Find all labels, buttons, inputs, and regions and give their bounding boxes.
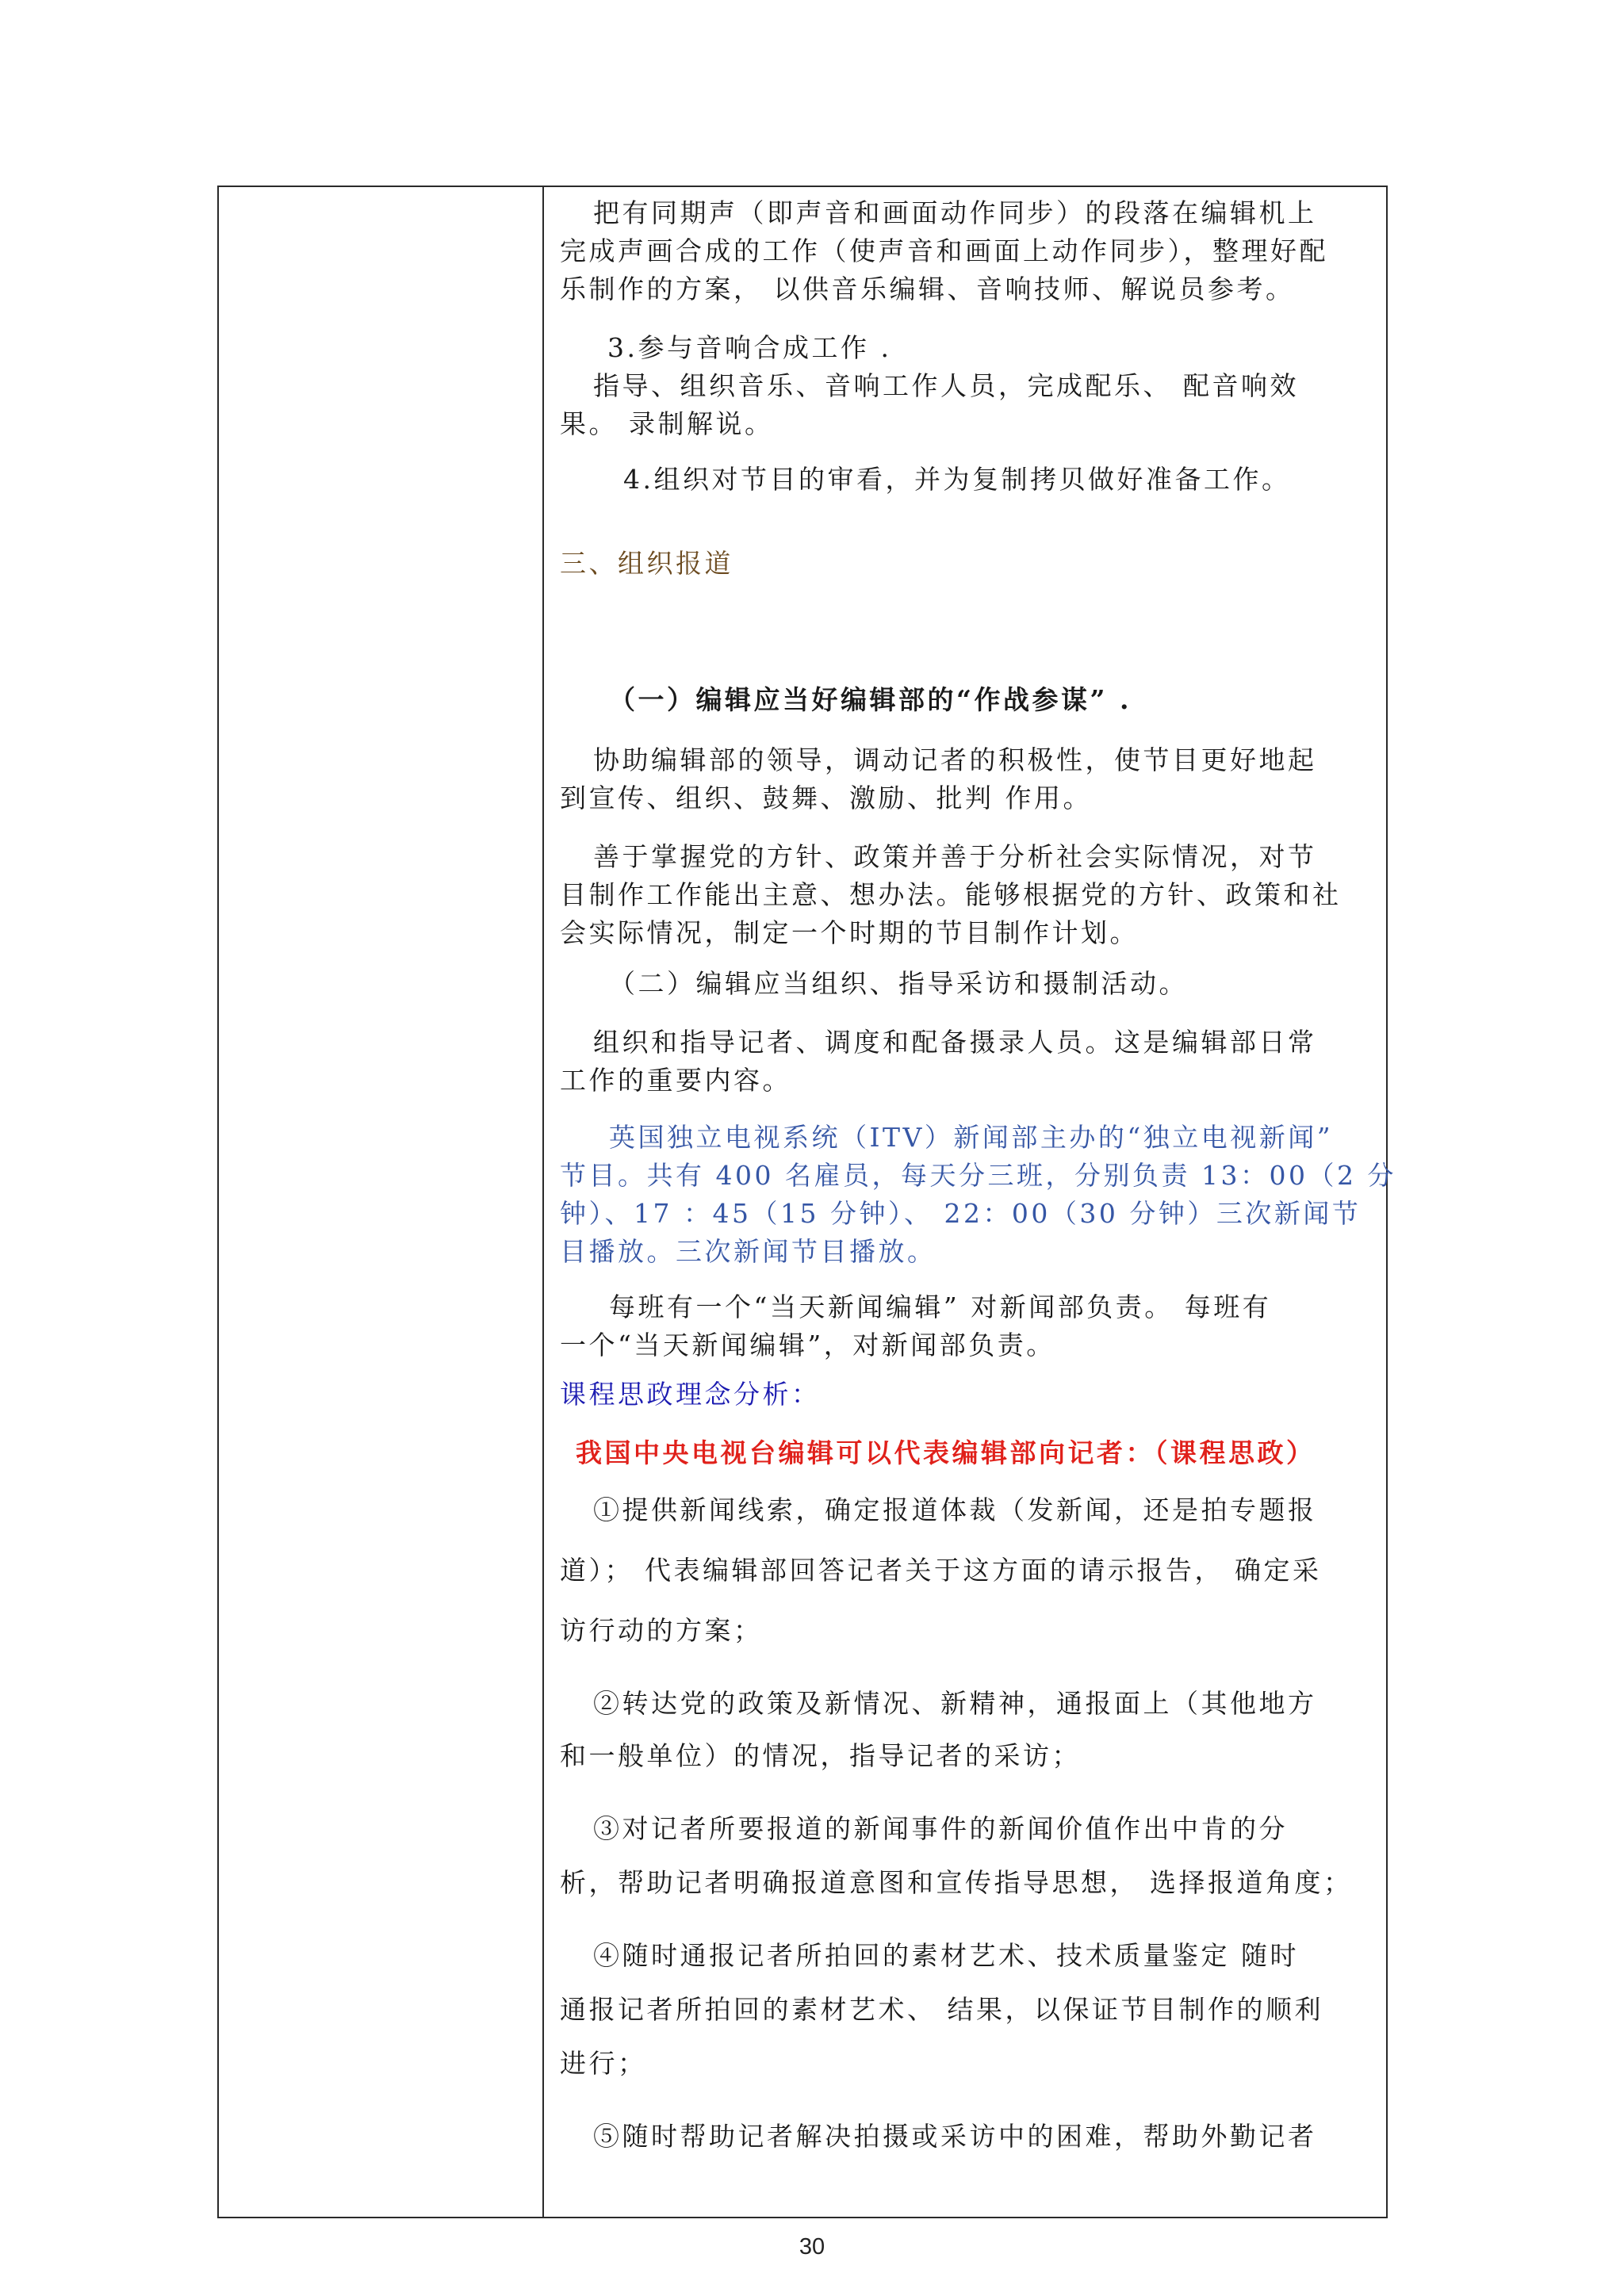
paragraph-line: 善于掌握党的方针、政策并善于分析社会实际情况，对节 bbox=[593, 841, 1317, 872]
point-3-line: ③对记者所要报道的新闻事件的新闻价值作出中肯的分 bbox=[593, 1813, 1288, 1844]
right-column-cell bbox=[544, 187, 1396, 2217]
content-table bbox=[217, 186, 1396, 2218]
section-3-heading: 三、组织报道 bbox=[560, 548, 733, 579]
paragraph-line: 每班有一个“当天新闻编辑” 对新闻部负责。 每班有 bbox=[609, 1292, 1272, 1322]
point-4-line: 进行； bbox=[560, 2048, 647, 2079]
point-4-line: ④随时通报记者所拍回的素材艺术、技术质量鉴定 随时 bbox=[593, 1940, 1299, 1971]
point-1-line: 访行动的方案； bbox=[560, 1615, 763, 1646]
paragraph-line: 会实际情况，制定一个时期的节目制作计划。 bbox=[560, 917, 1139, 948]
point-5-line: ⑤随时帮助记者解决拍摄或采访中的困难，帮助外勤记者 bbox=[593, 2121, 1317, 2152]
point-1-line: 道）； 代表编辑部回答记者关于这方面的请示报告， 确定采 bbox=[560, 1555, 1322, 1586]
point-4-line: 通报记者所拍回的素材艺术、 结果，以保证节目制作的顺利 bbox=[560, 1994, 1323, 2025]
sizheng-label: 课程思政理念分析： bbox=[560, 1379, 821, 1410]
itv-paragraph-line: 钟）、17 ：45（15 分钟）、 22：00（30 分钟）三次新闻节 bbox=[560, 1198, 1362, 1229]
paragraph-line: 指导、组织音乐、音响工作人员，完成配乐、 配音响效 bbox=[593, 370, 1299, 401]
paragraph-line: 工作的重要内容。 bbox=[560, 1065, 791, 1096]
point-2-line: 和一般单位）的情况，指导记者的采访； bbox=[560, 1740, 1081, 1771]
left-column-cell bbox=[219, 187, 544, 2217]
itv-paragraph-line: 目播放。三次新闻节目播放。 bbox=[560, 1236, 936, 1267]
subsection-1-heading: （一）编辑应当好编辑部的“作战参谋” . bbox=[609, 684, 1132, 715]
subsection-2-heading: （二）编辑应当组织、指导采访和摄制活动。 bbox=[609, 968, 1188, 999]
item-4: 4.组织对节目的审看，并为复制拷贝做好准备工作。 bbox=[623, 464, 1291, 495]
paragraph-line: 一个“当天新闻编辑”，对新闻部负责。 bbox=[560, 1330, 1055, 1360]
paragraph-line: 组织和指导记者、调度和配备摄录人员。这是编辑部日常 bbox=[593, 1027, 1317, 1058]
paragraph-line: 协助编辑部的领导，调动记者的积极性，使节目更好地起 bbox=[593, 744, 1317, 775]
paragraph-line: 完成声画合成的工作（使声音和画面上动作同步），整理好配 bbox=[560, 235, 1328, 266]
cctv-heading: 我国中央电视台编辑可以代表编辑部向记者：（课程思政） bbox=[576, 1437, 1316, 1468]
paragraph-line: 把有同期声（即声音和画面动作同步）的段落在编辑机上 bbox=[593, 197, 1317, 228]
paragraph-line: 果。 录制解说。 bbox=[560, 408, 774, 439]
item-3-title: 3.参与音响合成工作 . bbox=[607, 332, 892, 363]
point-3-line: 析，帮助记者明确报道意图和宣传指导思想， 选择报道角度； bbox=[560, 1867, 1353, 1898]
itv-paragraph-line: 英国独立电视系统（ITV）新闻部主办的“独立电视新闻” bbox=[609, 1122, 1334, 1153]
page-number: 30 bbox=[799, 2234, 825, 2260]
paragraph-line: 乐制作的方案， 以供音乐编辑、音响技师、解说员参考。 bbox=[560, 274, 1295, 304]
itv-paragraph-line: 节目。共有 400 名雇员，每天分三班，分别负责 13：00（2 分 bbox=[560, 1160, 1396, 1191]
point-1-line: ①提供新闻线索，确定报道体裁（发新闻，还是拍专题报 bbox=[593, 1494, 1317, 1525]
point-2-line: ②转达党的政策及新情况、新精神，通报面上（其他地方 bbox=[593, 1688, 1317, 1719]
paragraph-line: 到宣传、组织、鼓舞、激励、批判 作用。 bbox=[560, 783, 1092, 813]
paragraph-line: 目制作工作能出主意、想办法。能够根据党的方针、政策和社 bbox=[560, 879, 1342, 910]
